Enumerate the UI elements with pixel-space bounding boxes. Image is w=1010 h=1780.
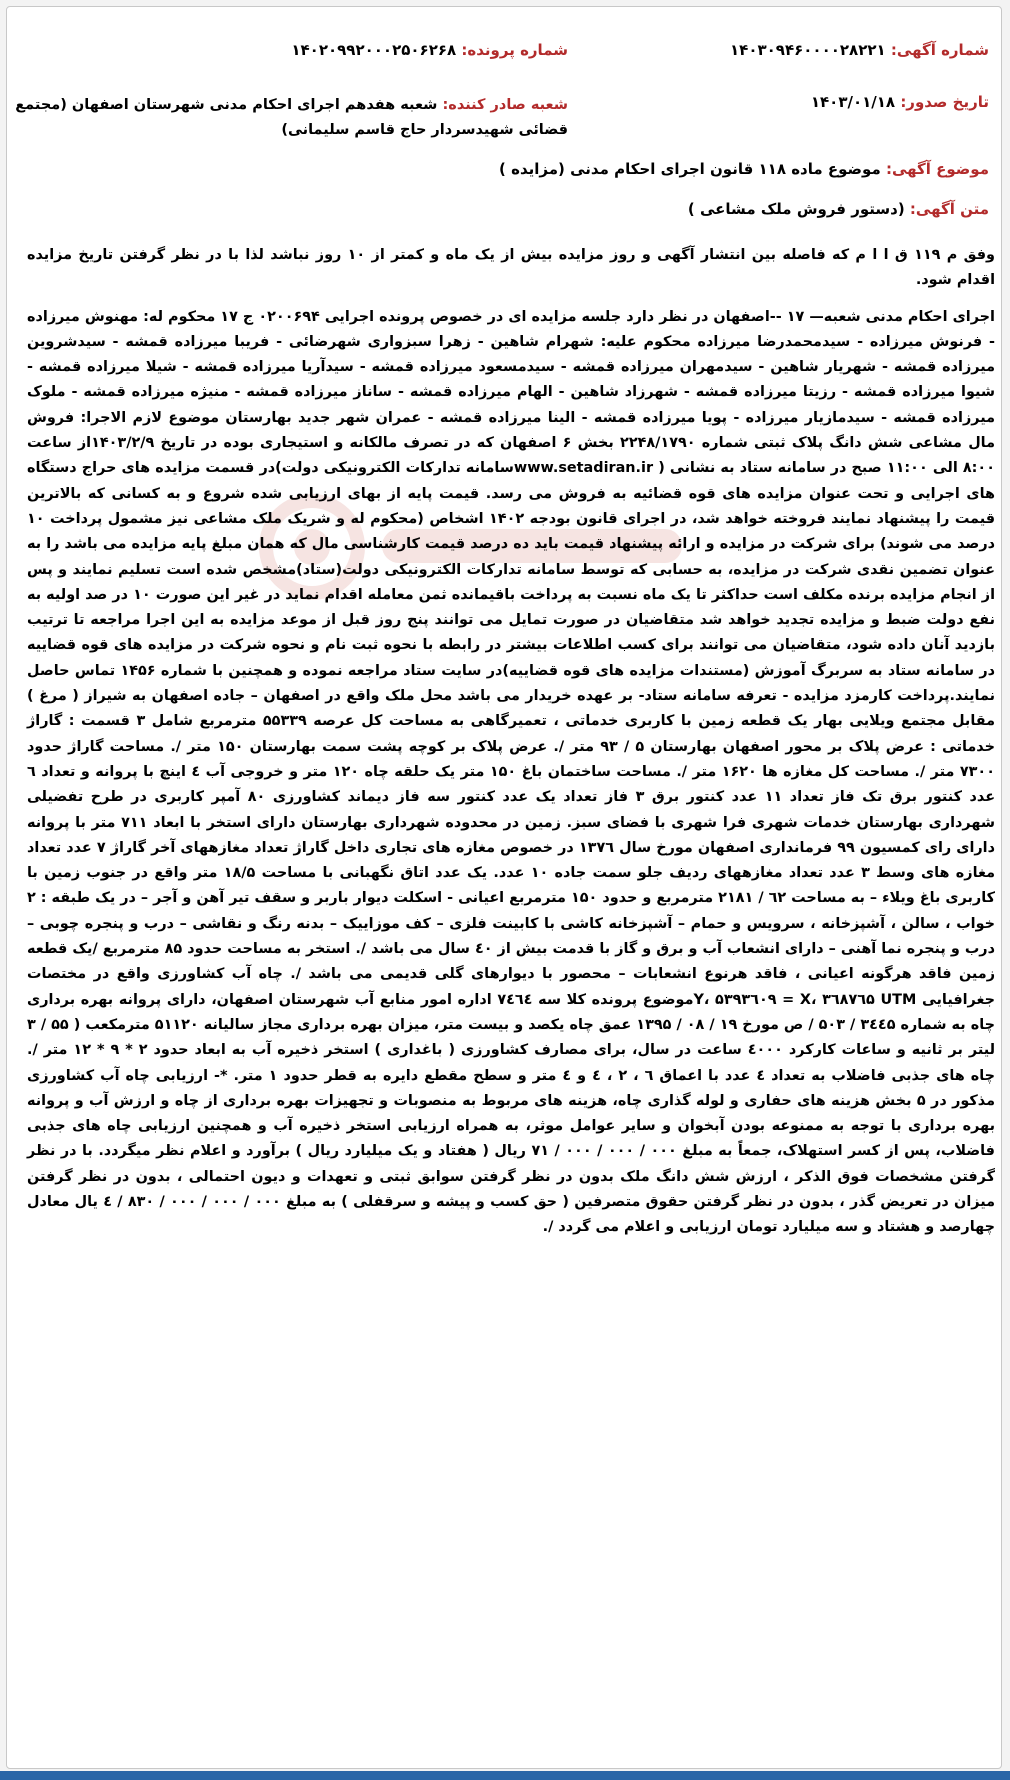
notice-number-label: شماره آگهی: bbox=[890, 41, 989, 59]
notice-text-label: متن آگهی: bbox=[909, 200, 989, 218]
issue-date-label: تاریخ صدور: bbox=[900, 93, 989, 111]
issue-date bbox=[811, 93, 989, 111]
issuing-branch bbox=[8, 93, 568, 143]
notice-subject bbox=[499, 160, 989, 178]
notice-text-heading bbox=[688, 200, 989, 218]
case-number-value: ۱۴۰۲۰۹۹۲۰۰۰۲۵۰۶۲۶۸ bbox=[291, 41, 457, 59]
issuing-branch-value: شعبه هفدهم اجرای احکام مدنی شهرستان اصفهان (مجتمع قضائی شهیدسردار حاج قاسم سلیمانی) bbox=[15, 97, 568, 138]
notice-number-value: ۱۴۰۳۰۹۴۶۰۰۰۰۲۸۲۲۱ bbox=[730, 41, 886, 59]
case-number bbox=[291, 41, 568, 59]
notice-subject-value: موضوع ماده ۱۱۸ قانون اجرای احکام مدنی (مزایده ) bbox=[499, 160, 881, 178]
bottom-accent-bar bbox=[0, 1771, 1010, 1780]
issuing-branch-label: شعبه صادر کننده: bbox=[442, 97, 568, 113]
notice-text-value: (دستور فروش ملک مشاعی ) bbox=[687, 200, 905, 218]
body-paragraph-1: وفق م ۱۱۹ ق ا ا م که فاصله بین انتشار آگهی و روز مزایده بیش از یک ماه و کمتر از ۱۰ روز نباشد لذا با در نظر گرفتن تاریخ مزایده اقدام شود. bbox=[27, 247, 995, 289]
notice-subject-label: موضوع آگهی: bbox=[885, 160, 989, 178]
issue-date-value: ۱۴۰۳/۰۱/۱۸ bbox=[810, 93, 896, 111]
body-paragraph-2: اجرای احکام مدنی شعبه— ۱۷ --اصفهان در نظر دارد جلسه مزایده ای در خصوص پرونده اجرایی ۰۲۰۰۶۹۴ ج ۱۷ محکوم له: مهنوش میرزاده - فرنوش میرزاده - سیدمحمدرضا میرزاده محکوم علیه: شهرام شاهین - زهرا سبزواری شهرضائی - فریبا میرزاده قمشه - سیدشروین میرزاده قمشه - شهریار شاهین - سیدمهران میرزاده قمشه - سیدمسعود میرزاده قمشه - سیدآریا میرزاده قمشه - شیلا میرزاده قمشه - شیوا میرزاده قمشه - رزیتا میرزاده قمشه - شهرزاد شاهین - الهام میرزاده قمشه - ساناز میرزاده قمشه - منیژه میرزاده قمشه - ملوک میرزاده قمشه - سیدمازیار میرزاده - پویا میرزاده قمشه - الینا میرزاده قمشه - عمران شهر جدید بهارستان موضوع لازم الاجرا: فروش مال مشاعی شش دانگ پلاک ثبتی شماره ۲۲۴۸/۱۷۹۰ بخش ۶ اصفهان که در تصرف مالکانه و استیجاری بوده در تاریخ ۱۴۰۳/۲/۹از ساعت ۸:۰۰ الی ۱۱:۰۰ صبح در سامانه ستاد به نشانی ( www.setadiran.irسامانه تدارکات الکترونیکی دولت)در قسمت مزایده های حراج دستگاه های اجرایی و تحت عنوان مزایده های قوه قضائیه به فروش می رسد. قیمت پایه از بهای ارزیابی شده شروع و به کسانی که بالاترین قیمت را پیشنهاد نمایند فروخته خواهد شد، در اجرای قانون بودجه ۱۴۰۲ اشخاص (محکوم له و شریک ملک مشاعی نیز مشمول پرداخت ۱۰ درصد می شوند) برای شرکت در مزایده و ارائه پیشنهاد قیمت باید ده درصد قیمت کارشناسی مال که همان مبلغ پایه مزایده می باشد را به عنوان تضمین نقدی شرکت در مزایده، به حسابی که توسط سامانه تدارکات الکترونیکی دولت(ستاد)مشخص شده است تسلیم نمایند و پس از انجام مزایده برنده مکلف است حداکثر تا یک ماه نسبت به پرداخت باقیمانده ثمن معامله اقدام نماید در غیر این صورت ۱۰ در صد اولیه به نفع دولت ضبط و مزایده تجدید خواهد شد متقاضیان در صورت تمایل می توانند پنج روز قبل از موعد مزایده به این اجرا مراجعه تا ترتیب بازدید آنان داده شود، متقاضیان می توانند برای کسب اطلاعات بیشتر در رابطه با نحوه ثبت نام و نحوه شرکت در مزایده های قوه قضاییه در سامانه ستاد به سربرگ آموزش (مستندات مزایده های قوه قضاییه)در سایت ستاد مراجعه نموده و همچنین با شماره ۱۴۵۶ تماس حاصل نمایند.پرداخت کارمزد مزایده - تعرفه سامانه ستاد- بر عهده خریدار می باشد محل ملک واقع در اصفهان – جاده اصفهان به شیراز ( مرغ ) مقابل مجتمع ویلایی بهار یک قطعه زمین با کاربری خدماتی ، تعمیرگاهی به مساحت کل عرصه ۵۵۳۳۹ مترمربع شامل ۳ قسمت : گاراژ خدماتی : عرض پلاک بر محور اصفهان بهارستان ۵ / ۹۳ متر /. عرض پلاک بر کوچه پشت سمت بهارستان ۱۵۰ متر /. مساحت گاراژ حدود ۷۳۰۰ متر /. مساحت کل مغازه ها ۱۶۲۰ متر /. مساحت ساختمان باغ ۱۵۰ متر یک حلقه چاه ۱۲۰ متر و خروجی آب ٤ اینچ با پروانه و تعداد ٦ عدد کنتور برق تک فاز تعداد ۱۱ عدد کنتور برق ۳ فاز تعداد یک عدد کنتور سه فاز دیماند کشاورزی ۸۰ آمپر کاربری در طرح تفضیلی شهرداری بهارستان خدمات شهری فرا شهری با فضای سبز. زمین در محدوده شهرداری بهارستان دارای استخر با ابعاد ۷۱۱ متر با پروانه دارای رای کمسیون ۹۹ فرمانداری اصفهان مورخ سال ۱۳۷٦ در خصوص مغازه های تجاری داخل گاراژ تعداد مغازههای آخر گاراژ ۷ عدد تعداد مغازه های وسط ۳ عدد تعداد مغازههای ردیف جلو سمت جاده ۱۰ عدد. یک عدد اتاق نگهبانی با مساحت ۱۸/۵ متر واقع در جنوب زمین با کاربری باغ ویلاء – به مساحت ٦۲ / ۲۱۸۱ مترمربع و حدود ۱۵۰ مترمربع اعیانی - اسکلت دیوار باربر و سقف تیر آهن و آجر – در یک طبقه : ۲ خواب ، سالن ، آشپزخانه ، سرویس و حمام – آشپزخانه کاشی با کابینت فلزی – کف موزاییک – بدنه رنگ و نقاشی – درب و پنجره چوبی – درب و پنجره نما آهنی – دارای انشعاب آب و برق و گاز با قدمت بیش از ٤۰ سال می باشد /. استخر به مساحت حدود ۸۵ مترمربع /یک قطعه زمین فاقد هرگونه اعیانی ، فاقد هرنوع انشعابات – محصور با دیوارهای گلی قدیمی می باشد /. چاه آب کشاورزی واقع در مختصات جغرافیایی Y، ۵۳۹۳٦۰۹ = X، ۳٦۸۷٦۵ UTMموضوع پرونده کلا سه ۷٤٦٤ اداره امور منابع آب شهرستان اصفهان، دارای پروانه بهره برداری چاه به شماره ۳٤٤۵ / ۵۰۳ / ص مورخ ۱۹ / ۰۸ / ۱۳۹۵ عمق چاه یکصد و بیست متر، میزان بهره برداری مجاز سالیانه ۵۱۱۲۰ مترمکعب ( ۵۵ / ۳ لیتر بر ثانیه و ساعات کارکرد ٤۰۰۰ ساعت در سال، برای مصارف کشاورزی ( باغداری ) استخر ذخیره آب به ابعاد حدود ۲ * ۹ * ۱۲ متر /. چاه های جذبی فاضلاب به تعداد ٤ عدد با اعماق ٦ ، ۲ ، ٤ و ٤ متر و سطح مقطع دایره به قطر حدود ۱ متر. *- ارزیابی چاه آب کشاورزی مذکور در ۵ بخش هزینه های حفاری و لوله گذاری چاه، هزینه های مربوط به منصوبات و تجهیزات بهره برداری از چاه و ارزش آب و پروانه بهره برداری با توجه به ممنوعه بودن آبخوان و سایر عوامل موثر، به همراه ارزیابی استخر ذخیره آب و همچنین ارزیابی چاه های جذبی فاضلاب، پس از کسر استهلاک، جمعاً به مبلغ ۰۰۰ / ۰۰۰ / ۰۰۰ / ۷۱ ریال ( هفتاد و یک میلیارد ریال ) برآورد و اعلام نظر میگردد. با در نظر گرفتن مشخصات فوق الذکر ، ارزش شش دانگ ملک بدون در نظر گرفتن سوابق ثبتی و تعهدات و دیون احتمالی ، بدون در نظر گرفتن میزان در تعریض گذر ، بدون در نظر گرفتن حقوق متصرفین ( حق کسب و پیشه و سرقفلی ) به مبلغ ۰۰۰ / ۰۰۰ / ۰۰۰ / ۸۳۰ / ٤ یال معادل چهارصد و هشتاد و سه میلیارد تومان ارزیابی و اعلام می گردد /. bbox=[26, 308, 996, 1236]
notice-card bbox=[6, 6, 1002, 1769]
notice-number bbox=[730, 41, 989, 59]
case-number-label: شماره پرونده: bbox=[461, 41, 568, 59]
notice-body bbox=[27, 243, 995, 1241]
